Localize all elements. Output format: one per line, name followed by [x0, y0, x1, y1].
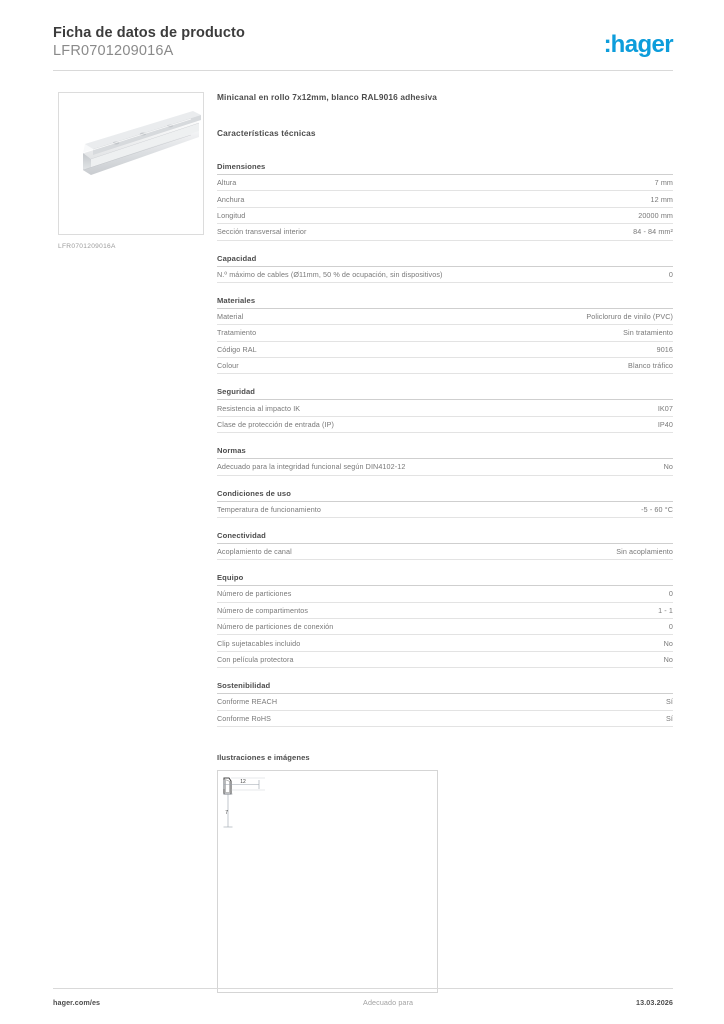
spec-label: Acoplamiento de canal — [217, 547, 292, 557]
spec-value: Sin acoplamiento — [616, 547, 673, 557]
spec-group-title: Normas — [217, 446, 673, 459]
product-figure — [58, 92, 204, 250]
spec-row — [217, 309, 673, 325]
spec-group-title: Materiales — [217, 296, 673, 309]
spec-row — [217, 711, 673, 727]
spec-group — [217, 573, 673, 668]
spec-value: 9016 — [656, 344, 673, 354]
spec-label: Temperatura de funcionamiento — [217, 504, 321, 514]
spec-row — [217, 191, 673, 207]
spec-label: Número de particiones — [217, 589, 292, 599]
spec-label: Material — [217, 312, 244, 322]
spec-group-title: Dimensiones — [217, 162, 673, 175]
spec-label: Longitud — [217, 210, 246, 220]
spec-value: Blanco tráfico — [628, 361, 673, 371]
product-code: LFR0701209016A — [53, 43, 174, 59]
spec-group — [217, 162, 673, 241]
spec-row — [217, 619, 673, 635]
spec-row — [217, 635, 673, 651]
spec-group — [217, 387, 673, 433]
spec-label: Anchura — [217, 194, 245, 204]
spec-value: -5 - 60 °C — [641, 504, 673, 514]
spec-label: Número de particiones de conexión — [217, 622, 334, 632]
spec-group — [217, 489, 673, 518]
spec-row — [217, 358, 673, 374]
page-title: Ficha de datos de producto — [53, 25, 245, 41]
drawing-height-label: 7 — [225, 809, 228, 816]
spec-row — [217, 400, 673, 416]
spec-label: Adecuado para la integridad funcional según DIN4102-12 — [217, 462, 406, 472]
spec-value: No — [663, 462, 673, 472]
spec-label: Clase de protección de entrada (IP) — [217, 419, 334, 429]
spec-value: Sí — [666, 697, 673, 707]
product-image-frame — [58, 92, 204, 235]
spec-value: 12 mm — [650, 194, 673, 204]
logo-colon-icon: : — [603, 31, 611, 58]
illustrations-box — [217, 770, 438, 993]
spec-group — [217, 254, 673, 283]
hager-logo — [604, 32, 673, 58]
spec-label: Colour — [217, 361, 239, 371]
header-titles — [53, 24, 245, 61]
spec-value: Policloruro de vinilo (PVC) — [586, 312, 673, 322]
spec-value: Sin tratamiento — [623, 328, 673, 338]
header-divider — [53, 70, 673, 71]
spec-group — [217, 681, 673, 727]
footer-note: Adecuado para — [363, 998, 414, 1007]
technical-characteristics-title: Características técnicas — [217, 128, 316, 138]
spec-row — [217, 267, 673, 283]
product-image-caption: LFR0701209016A — [58, 243, 116, 250]
spec-value: 7 mm — [654, 178, 673, 188]
spec-value: 84 - 84 mm² — [633, 227, 673, 237]
spec-value: 0 — [668, 622, 673, 632]
spec-row — [217, 224, 673, 240]
spec-row — [217, 502, 673, 518]
spec-label: N.º máximo de cables (Ø11mm, 50 % de ocupación, sin dispositivos) — [217, 269, 443, 279]
spec-group-title: Sostenibilidad — [217, 681, 673, 694]
footer-divider — [53, 988, 673, 989]
spec-group — [217, 296, 673, 375]
spec-content — [217, 92, 673, 993]
spec-row — [217, 603, 673, 619]
spec-row — [217, 417, 673, 433]
spec-label: Conforme REACH — [217, 697, 278, 707]
logo-text: hager — [610, 31, 673, 58]
spec-group-title: Conectividad — [217, 531, 673, 544]
spec-group-title: Condiciones de uso — [217, 489, 673, 502]
spec-value: 20000 mm — [638, 210, 673, 220]
illustrations-title: Ilustraciones e imágenes — [217, 752, 310, 762]
spec-row — [217, 544, 673, 560]
spec-value: Sí — [666, 713, 673, 723]
spec-label: Código RAL — [217, 344, 257, 354]
spec-value: 1 - 1 — [658, 605, 673, 615]
spec-value: No — [663, 654, 673, 664]
spec-row — [217, 652, 673, 668]
spec-row — [217, 459, 673, 475]
footer-date: 13.03.2026 — [636, 998, 673, 1007]
spec-group-title: Seguridad — [217, 387, 673, 400]
product-photo-icon — [59, 93, 203, 234]
spec-value: 0 — [668, 269, 673, 279]
footer-website[interactable]: hager.com/es — [53, 998, 101, 1007]
spec-label: Sección transversal interior — [217, 227, 307, 237]
spec-group-title: Equipo — [217, 573, 673, 586]
spec-label: Con película protectora — [217, 654, 294, 664]
spec-groups — [217, 162, 673, 727]
spec-row — [217, 208, 673, 224]
spec-row — [217, 325, 673, 341]
technical-drawing-icon — [221, 774, 281, 836]
spec-label: Tratamiento — [217, 328, 257, 338]
spec-value: IK07 — [657, 403, 673, 413]
spec-group-title: Capacidad — [217, 254, 673, 267]
spec-label: Conforme RoHS — [217, 713, 272, 723]
spec-label: Altura — [217, 178, 237, 188]
page-footer — [53, 998, 673, 1007]
product-name: Minicanal en rollo 7x12mm, blanco RAL9016 adhesiva — [217, 92, 438, 102]
spec-row — [217, 342, 673, 358]
page-header — [53, 24, 673, 68]
spec-label: Clip sujetacables incluido — [217, 638, 301, 648]
spec-value: 0 — [668, 589, 673, 599]
drawing-width-label: 12 — [240, 779, 246, 786]
spec-group — [217, 446, 673, 475]
spec-label: Número de compartimentos — [217, 605, 309, 615]
spec-group — [217, 531, 673, 560]
spec-value: No — [663, 638, 673, 648]
spec-row — [217, 694, 673, 710]
spec-row — [217, 175, 673, 191]
spec-value: IP40 — [657, 419, 673, 429]
spec-row — [217, 586, 673, 602]
illustrations-section — [217, 753, 673, 993]
spec-label: Resistencia al impacto IK — [217, 403, 301, 413]
